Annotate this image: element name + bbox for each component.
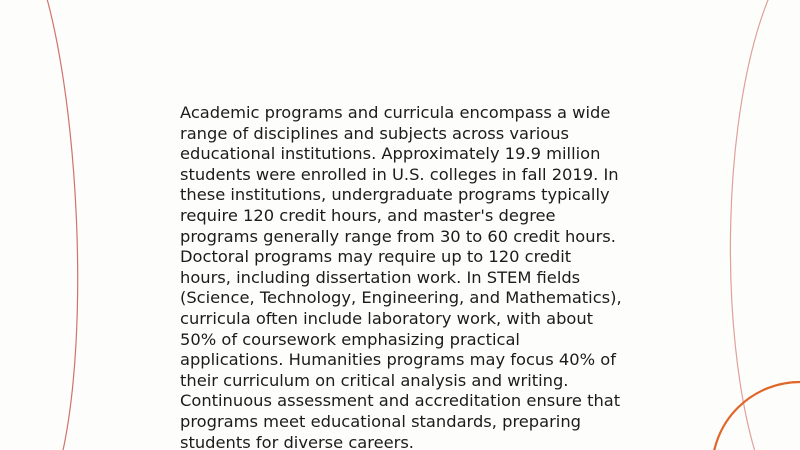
accent-circle xyxy=(712,382,800,450)
left-arc-line xyxy=(46,0,78,450)
body-paragraph: Academic programs and curricula encompass a wide range of disciplines and subjects across various educational institutions. Approximately 19.9 million students were enrolled in U.S. colleges in fall 2019. In these institutions, undergraduate programs typically require 120 credit hours, and master's degree programs generally range from 30 to 60 credit hours. Doctoral programs may require up to 120 credit hours, including dissertation work. In STEM fields (Science, Technology, Engineering, and Mathematics), curricula often include laboratory work, with about 50% of coursework emphasizing practical applications. Humanities programs may focus 40% of their curriculum on critical analysis and writing. Continuous assessment and accreditation ensure that programs meet educational standards, preparing students for diverse careers. xyxy=(180,103,622,450)
right-arc-line xyxy=(730,0,770,450)
